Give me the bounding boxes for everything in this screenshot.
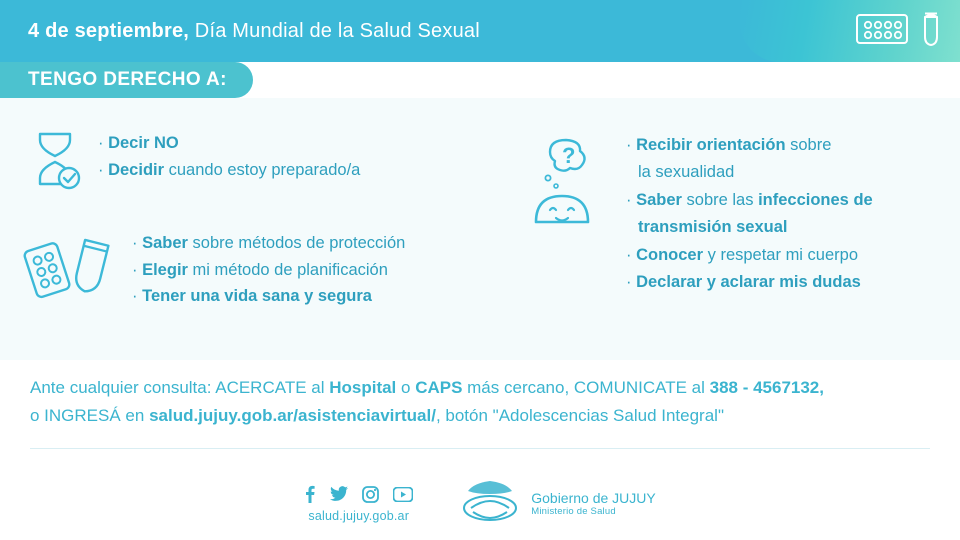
footer-line-1: [30, 374, 930, 402]
bullet: ·: [626, 245, 632, 264]
rights-lines: [132, 228, 405, 310]
footer-web-link[interactable]: salud.jujuy.gob.ar/asistenciavirtual/: [149, 406, 436, 426]
footer-caps: CAPS: [415, 378, 463, 397]
bullet: ·: [132, 234, 138, 252]
rights-lines: [626, 130, 873, 296]
list-item: [626, 187, 873, 214]
corner-icons: [832, 11, 942, 51]
header-date: 4 de septiembre,: [28, 20, 190, 42]
ribbon-label: TENGO DERECHO A:: [28, 69, 227, 90]
list-item-bold: Decir NO: [108, 134, 179, 152]
footer-2c: , botón "Adolescencias Salud Integral": [435, 406, 724, 426]
list-item-bold: Saber: [636, 190, 682, 209]
bullet: ·: [98, 160, 104, 179]
list-item-continuation: [626, 214, 873, 241]
list-item-rest: sobre: [785, 136, 832, 154]
pills-condom-icon: [20, 228, 118, 313]
rights-block-orientacion: [528, 130, 873, 296]
twitter-icon[interactable]: [330, 486, 348, 502]
hourglass-clock-icon: [28, 128, 84, 199]
list-item-continuation: [626, 159, 873, 186]
government-name: Gobierno de JUJUY: [531, 490, 656, 507]
footer-1a: Ante cualquier consulta: ACERCATE al: [30, 378, 330, 397]
list-item-rest: mi método de planificación: [187, 260, 388, 279]
list-item-bold: Recibir orientación: [636, 136, 786, 154]
bullet: ·: [132, 287, 138, 306]
list-item-bold: Tener una vida sana y segura: [142, 287, 372, 306]
list-item-rest: sobre las: [681, 190, 759, 209]
list-item: [626, 132, 873, 159]
list-item: [132, 257, 405, 284]
bullet: ·: [132, 260, 138, 279]
list-item: [132, 230, 405, 257]
bottom-bar: [0, 468, 960, 540]
social-icons: [304, 485, 413, 503]
rights-block-metodos: [20, 228, 405, 313]
social-block: [304, 485, 413, 523]
condom-box-icon: [856, 14, 908, 49]
list-item-bold: Conocer: [636, 245, 704, 264]
bullet: ·: [626, 272, 632, 291]
bullet: ·: [98, 134, 104, 152]
footer-contact-text: [30, 374, 930, 430]
page-title: [28, 20, 480, 43]
site-url[interactable]: salud.jujuy.gob.ar: [308, 509, 410, 523]
youtube-icon[interactable]: [393, 487, 413, 502]
government-subtitle: Ministerio de Salud: [531, 505, 616, 517]
bullet: ·: [626, 190, 632, 209]
footer-hospital: Hospital: [329, 378, 397, 397]
list-item-bold: Saber: [142, 234, 188, 252]
list-item: [132, 283, 405, 310]
list-item-rest: la sexualidad: [638, 163, 735, 182]
facebook-icon[interactable]: [304, 485, 316, 503]
footer-2a: o INGRESÁ en: [30, 406, 150, 426]
svg-text:?: ?: [562, 143, 576, 168]
list-item-bold: Decidir: [108, 160, 165, 179]
list-item-rest: y respetar mi cuerpo: [703, 245, 859, 264]
list-item-bold2: infecciones de: [758, 190, 873, 209]
footer-1e: más cercano, COMUNICATE al: [462, 378, 710, 397]
rights-lines: [98, 128, 360, 183]
footer-line-2: [30, 402, 930, 430]
list-item: [626, 269, 873, 296]
header-corner-decoration: [740, 0, 960, 62]
list-item-bold: Declarar y aclarar mis dudas: [636, 272, 861, 291]
government-logo-block: [459, 478, 656, 531]
footer-phone: 388 - 4567132,: [709, 378, 824, 397]
footer-divider: [30, 448, 930, 449]
condom-icon: [920, 11, 942, 52]
list-item: [626, 242, 873, 269]
list-item: [98, 130, 360, 157]
header-title-text: Día Mundial de la Salud Sexual: [189, 20, 480, 42]
list-item-rest: cuando estoy preparado/a: [164, 160, 361, 179]
government-text: [531, 490, 656, 517]
bullet: ·: [626, 136, 632, 154]
list-item-bold: transmisión sexual: [638, 218, 788, 237]
rights-block-decir-no: [28, 128, 360, 199]
list-item: [98, 157, 360, 184]
instagram-icon[interactable]: [362, 486, 379, 503]
ribbon-tengo-derecho: [0, 62, 253, 98]
thinking-person-icon: [528, 130, 612, 245]
list-item-bold: Elegir: [142, 260, 188, 279]
jujuy-government-logo: [459, 478, 521, 531]
footer-1c: o: [396, 378, 416, 397]
list-item-rest: sobre métodos de protección: [187, 234, 406, 252]
